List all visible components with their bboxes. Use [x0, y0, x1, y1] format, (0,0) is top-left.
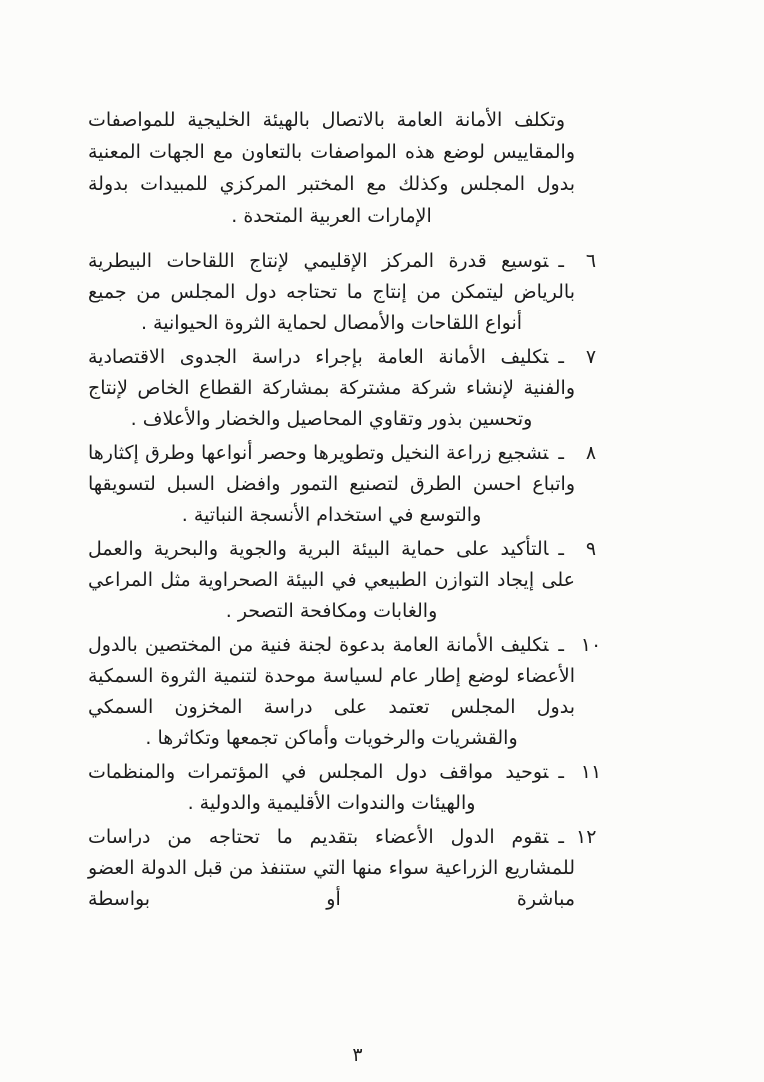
list-item-10 — [88, 630, 602, 754]
page-footer — [88, 1044, 575, 1082]
list-item-6 — [88, 246, 597, 339]
item-text: تقوم الدول الأعضاء بتقديم ما تحتاجه من دراسات للمشاريع الزراعية سواء منها التي ستنفذ من قبل الدولة العضو مباشرة أو بواسطة — [88, 826, 575, 910]
item-number: ١١ — [580, 761, 602, 783]
item-dash: ـ — [558, 538, 564, 560]
item-dash: ـ — [558, 826, 564, 848]
item-text: تكليف الأمانة العامة بدعوة لجنة فنية من المختصين بالدول الأعضاء لوضع إطار عام لسياسة موحدة لتنمية الثروة السمكية بدول المجلس تعتمد على دراسة المخزون السمكي والقشريات والرخويات وأماكن تجمعها وتكاثرها . — [88, 634, 575, 749]
list-item-12 — [88, 822, 597, 915]
item-number: ٧ — [585, 346, 597, 368]
item-number: ١٠ — [580, 634, 602, 656]
numbered-list — [88, 246, 602, 918]
item-dash: ـ — [558, 250, 564, 272]
list-item-8 — [88, 438, 597, 531]
item-number: ٩ — [585, 538, 597, 560]
list-item-9 — [88, 534, 597, 627]
intro-paragraph: وتكلف الأمانة العامة بالاتصال بالهيئة الخليجية للمواصفات والمقاييس لوضع هذه المواصفات بالتعاون مع الجهات المعنية بدول المجلس وكذلك مع المختبر المركزي للمبيدات بدولة الإمارات العربية المتحدة . — [88, 109, 575, 227]
page-number: ٣ — [352, 1044, 363, 1066]
item-text: تكليف الأمانة العامة بإجراء دراسة الجدوى الاقتصادية والفنية لإنشاء شركة مشتركة بمشاركة القطاع الخاص لإنتاج وتحسين بذور وتقاوي المحاصيل والخضار والأعلاف . — [88, 346, 575, 430]
item-number: ٦ — [585, 250, 597, 272]
item-dash: ـ — [558, 442, 564, 464]
item-number: ٨ — [585, 442, 597, 464]
item-number: ١٢ — [576, 826, 597, 848]
item-text: التأكيد على حماية البيئة البرية والجوية والبحرية والعمل على إيجاد التوازن الطبيعي في البيئة الصحراوية مثل المراعي والغابات ومكافحة التصحر . — [88, 538, 575, 622]
item-dash: ـ — [558, 761, 564, 783]
list-item-11 — [88, 757, 602, 819]
item-text: توسيع قدرة المركز الإقليمي لإنتاج اللقاحات البيطرية بالرياض ليتمكن من إنتاج ما تحتاجه دول المجلس من جميع أنواع اللقاحات والأمصال لحماية الثروة الحيوانية . — [88, 250, 575, 334]
item-dash: ـ — [558, 634, 564, 656]
list-item-7 — [88, 342, 597, 435]
item-text: تشجيع زراعة النخيل وتطويرها وحصر أنواعها وطرق إكثارها واتباع احسن الطرق لتصنيع التمور وافضل السبل لتسويقها والتوسع في استخدام الأنسجة النباتية . — [88, 442, 575, 526]
item-dash: ـ — [558, 346, 564, 368]
item-text: توحيد مواقف دول المجلس في المؤتمرات والمنظمات والهيئات والندوات الأقليمية والدولية . — [88, 761, 549, 814]
